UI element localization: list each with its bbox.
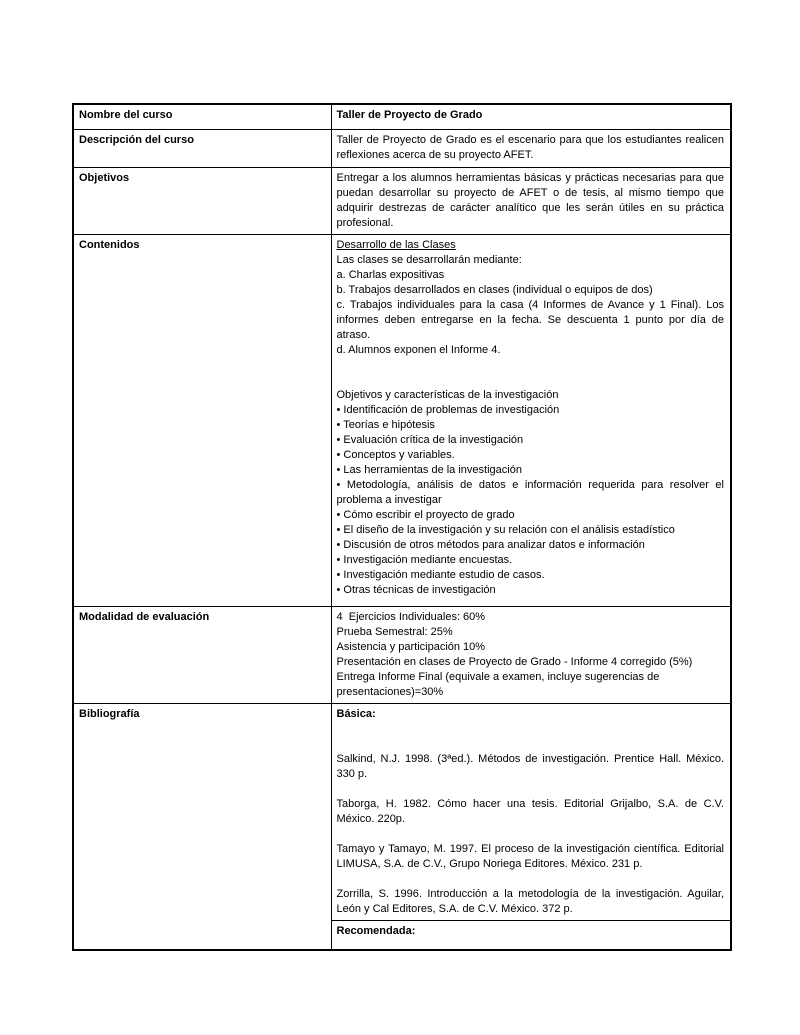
bibliography-entry: Salkind, N.J. 1998. (3ªed.). Métodos de investigación. Prentice Hall. México. 330 p. bbox=[336, 752, 724, 780]
contents-bullet-item: • Las herramientas de la investigación bbox=[336, 463, 522, 476]
contents-bullet-item: • Identificación de problemas de investigación bbox=[336, 403, 560, 416]
row-bibliography-basic bbox=[73, 703, 731, 920]
contents-bullet-item: • Investigación mediante encuestas. bbox=[336, 553, 513, 566]
course-description-label: Descripción del curso bbox=[73, 129, 331, 167]
bibliography-entry: Tamayo y Tamayo, M. 1997. El proceso de la investigación científica. Editorial LIMUSA, S.A. de C.V., Grupo Noriega Editores. México. 231 p. bbox=[336, 842, 724, 870]
contents-item-c: c. Trabajos individuales para la casa (4 Informes de Avance y 1 Final). Los informes deben entregarse en la fecha. Se descuenta 1 punto por día de atraso. bbox=[336, 298, 724, 341]
contents-bullet-item: • El diseño de la investigación y su relación con el análisis estadístico bbox=[336, 523, 675, 536]
bibliography-basic-cell bbox=[331, 703, 731, 920]
course-name-value: Taller de Proyecto de Grado bbox=[331, 104, 731, 129]
objectives-label: Objetivos bbox=[73, 167, 331, 234]
contents-item-a: a. Charlas expositivas bbox=[336, 268, 445, 281]
objectives-text: Entregar a los alumnos herramientas básicas y prácticas necesarias para que puedan desarrollar su proyecto de AFET o de tesis, al mismo tiempo que adquirir destrezas de carácter analítico que les serán útiles en su práctica profesional. bbox=[331, 167, 731, 234]
evaluation-line: Asistencia y participación 10% bbox=[336, 640, 486, 653]
contents-cell bbox=[331, 234, 731, 606]
bibliography-label: Bibliografía bbox=[73, 703, 331, 950]
contents-item-b: b. Trabajos desarrollados en clases (individual o equipos de dos) bbox=[336, 283, 653, 296]
row-evaluation bbox=[73, 606, 731, 703]
contents-bullet-item: • Otras técnicas de investigación bbox=[336, 583, 496, 596]
blank-line bbox=[337, 872, 725, 887]
blank-lines bbox=[337, 358, 725, 388]
contents-bullet-item: • Investigación mediante estudio de casos. bbox=[336, 568, 545, 581]
evaluation-line: 4 Ejercicios Individuales: 60% bbox=[336, 610, 486, 623]
contents-section-title: Objetivos y características de la investigación bbox=[336, 388, 559, 401]
contents-bullet-item: • Metodología, análisis de datos e información requerida para resolver el problema a investigar bbox=[336, 478, 724, 506]
blank-line bbox=[337, 782, 725, 797]
evaluation-cell bbox=[331, 606, 731, 703]
contents-bullet-item: • Discusión de otros métodos para analizar datos e información bbox=[336, 538, 645, 551]
evaluation-line: Entrega Informe Final (equivale a examen, incluye sugerencias de presentaciones)=30% bbox=[336, 670, 663, 698]
blank-lines bbox=[337, 722, 725, 752]
course-syllabus-table bbox=[72, 103, 732, 951]
bibliography-basic-heading: Básica: bbox=[336, 707, 376, 720]
contents-bullet-item: • Cómo escribir el proyecto de grado bbox=[336, 508, 515, 521]
contents-label: Contenidos bbox=[73, 234, 331, 606]
contents-heading: Desarrollo de las Clases bbox=[336, 238, 456, 251]
row-objectives bbox=[73, 167, 731, 234]
course-description-text: Taller de Proyecto de Grado es el escenario para que los estudiantes realicen reflexiones acerca de su proyecto AFET. bbox=[331, 129, 731, 167]
contents-bullet-item: • Conceptos y variables. bbox=[336, 448, 455, 461]
row-course-description bbox=[73, 129, 731, 167]
blank-line bbox=[337, 827, 725, 842]
evaluation-line: Presentación en clases de Proyecto de Grado - Informe 4 corregido (5%) bbox=[336, 655, 693, 668]
contents-bullet-item: • Teorías e hipótesis bbox=[336, 418, 435, 431]
row-course-name bbox=[73, 104, 731, 129]
row-contents bbox=[73, 234, 731, 606]
contents-bullet-item: • Evaluación crítica de la investigación bbox=[336, 433, 524, 446]
bibliography-recommended-heading: Recomendada: bbox=[331, 920, 731, 950]
evaluation-line: Prueba Semestral: 25% bbox=[336, 625, 453, 638]
bibliography-entry: Zorrilla, S. 1996. Introducción a la metodología de la investigación. Aguilar, León y Cal Editores, S.A. de C.V. México. 372 p. bbox=[336, 887, 724, 915]
contents-intro: Las clases se desarrollarán mediante: bbox=[336, 253, 522, 266]
course-name-label: Nombre del curso bbox=[73, 104, 331, 129]
evaluation-label: Modalidad de evaluación bbox=[73, 606, 331, 703]
bibliography-entry: Taborga, H. 1982. Cómo hacer una tesis. Editorial Grijalbo, S.A. de C.V. México. 220p. bbox=[336, 797, 724, 825]
contents-item-d: d. Alumnos exponen el Informe 4. bbox=[336, 343, 501, 356]
